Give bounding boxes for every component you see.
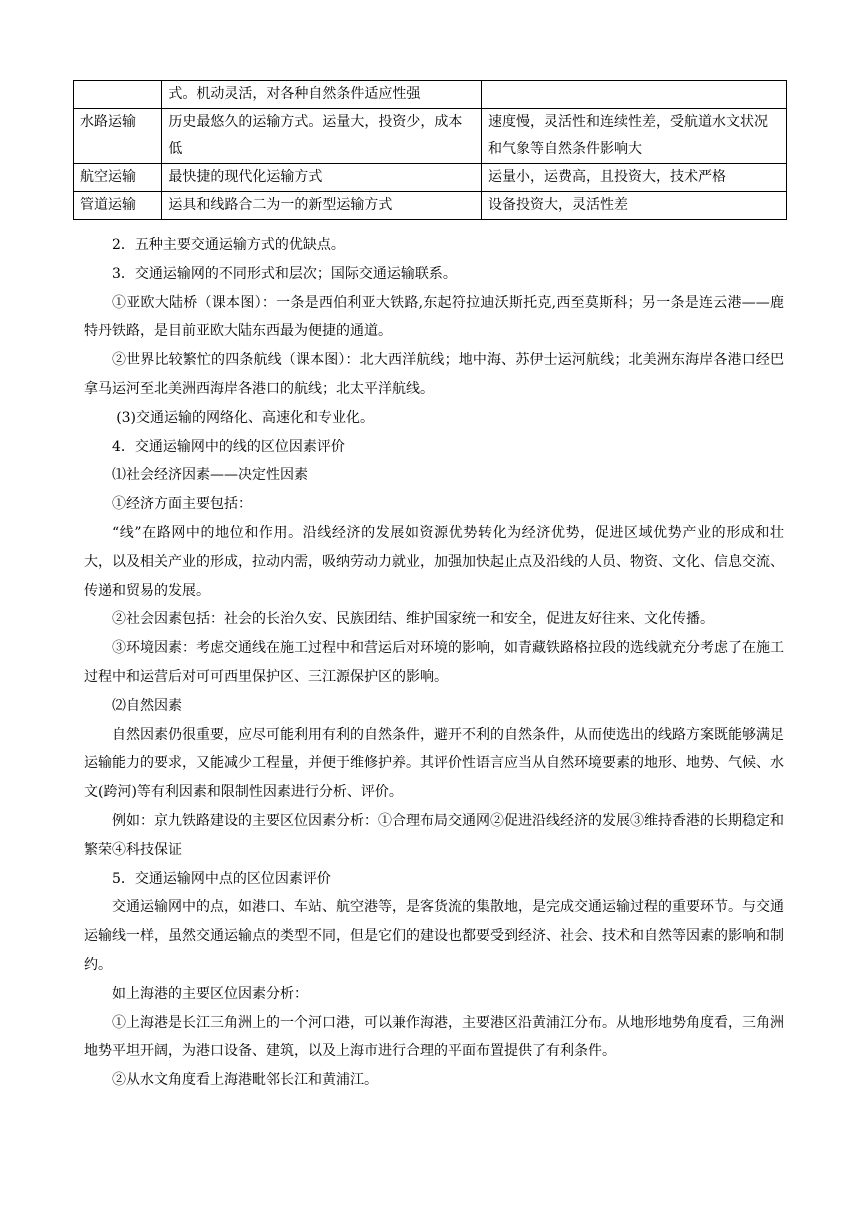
advantages-cell: 运具和线路合二为一的新型运输方式 (162, 192, 482, 220)
transport-comparison-table (73, 80, 787, 220)
paragraph: ②世界比较繁忙的四条航线（课本图）：北大西洋航线；地中海、苏伊士运河航线；北美洲东海岸各港口经巴拿马运河至北美洲西海岸各港口的航线；北太平洋航线。 (84, 352, 784, 397)
mode-cell: 水路运输 (74, 109, 162, 164)
advantages-cell: 最快捷的现代化运输方式 (162, 164, 482, 192)
paragraph: 2．五种主要交通运输方式的优缺点。 (112, 237, 345, 253)
paragraph: ⑵自然因素 (112, 697, 182, 714)
paragraph: (3)交通运输的网络化、高速化和专业化。 (116, 409, 375, 426)
paragraph: ③环境因素：考虑交通线在施工过程中和营运后对环境的影响，如青藏铁路格拉段的选线就充分考虑了在施工过程中和运营后对可可西里保护区、三江源保护区的影响。 (84, 640, 784, 685)
table-row (74, 109, 787, 164)
paragraph: ②从水文角度看上海港毗邻长江和黄浦江。 (112, 1072, 378, 1089)
paragraph: 交通运输网中的点，如港口、车站、航空港等，是客货流的集散地，是完成交通运输过程的重要环节。与交通运输线一样，虽然交通运输点的类型不同，但是它们的建设也都要受到经济、社会、技术和自然等因素的影响和制约。 (84, 899, 784, 973)
disadvantages-cell: 速度慢，灵活性和连续性差，受航道水文状况和气象等自然条件影响大 (482, 109, 787, 164)
disadvantages-cell: 设备投资大，灵活性差 (482, 192, 787, 220)
paragraph: “线”在路网中的地位和作用。沿线经济的发展如资源优势转化为经济优势，促进区域优势产业的形成和壮大，以及相关产业的形成，拉动内需，吸纳劳动力就业，加强加快起止点及沿线的人员、物资、文化、信息交流、传递和贸易的发展。 (84, 524, 784, 599)
paragraph: ①经济方面主要包括： (112, 496, 252, 513)
table-row (74, 81, 787, 109)
paragraph: 如上海港的主要区位因素分析： (112, 985, 308, 1002)
mode-cell: 航空运输 (74, 164, 162, 192)
paragraph: ②社会因素包括：社会的长治久安、民族团结、维护国家统一和安全，促进友好往来、文化传播。 (112, 611, 714, 628)
paragraph: ⑴社会经济因素——决定性因素 (112, 467, 308, 484)
table-row (74, 164, 787, 192)
body-text (84, 231, 784, 1095)
paragraph: 3．交通运输网的不同形式和层次；国际交通运输联系。 (112, 265, 457, 282)
advantages-cell: 式。机动灵活，对各种自然条件适应性强 (162, 81, 482, 109)
mode-cell (74, 81, 162, 109)
paragraph: 例如：京九铁路建设的主要区位因素分析：①合理布局交通网②促进沿线经济的发展③维持香港的长期稳定和繁荣④科技保证 (84, 812, 784, 858)
paragraph: 4．交通运输网中的线的区位因素评价 (112, 438, 345, 455)
disadvantages-cell: 运量小，运费高，且投资大，技术严格 (482, 164, 787, 192)
paragraph: ①亚欧大陆桥（课本图）：一条是西伯利亚大铁路,东起符拉迪沃斯托克,西至莫斯科；另一条是连云港——鹿特丹铁路，是目前亚欧大陆东西最为便捷的通道。 (84, 294, 784, 340)
advantages-cell: 历史最悠久的运输方式。运量大，投资少，成本低 (162, 109, 482, 164)
mode-cell: 管道运输 (74, 192, 162, 220)
paragraph: 5．交通运输网中点的区位因素评价 (112, 870, 331, 887)
disadvantages-cell (482, 81, 787, 109)
paragraph: 自然因素仍很重要，应尽可能利用有利的自然条件，避开不利的自然条件，从而使选出的线路方案既能够满足运输能力的要求，又能减少工程量，并便于维修护养。其评价性语言应当从自然环境要素的地形、地势、气候、水文(跨河)等有利因素和限制性因素进行分析、评价。 (84, 726, 784, 801)
paragraph: ①上海港是长江三角洲上的一个河口港，可以兼作海港，主要港区沿黄浦江分布。从地形地势角度看，三角洲地势平坦开阔，为港口设备、建筑，以及上海市进行合理的平面布置提供了有利条件。 (84, 1014, 784, 1060)
table-row (74, 192, 787, 220)
